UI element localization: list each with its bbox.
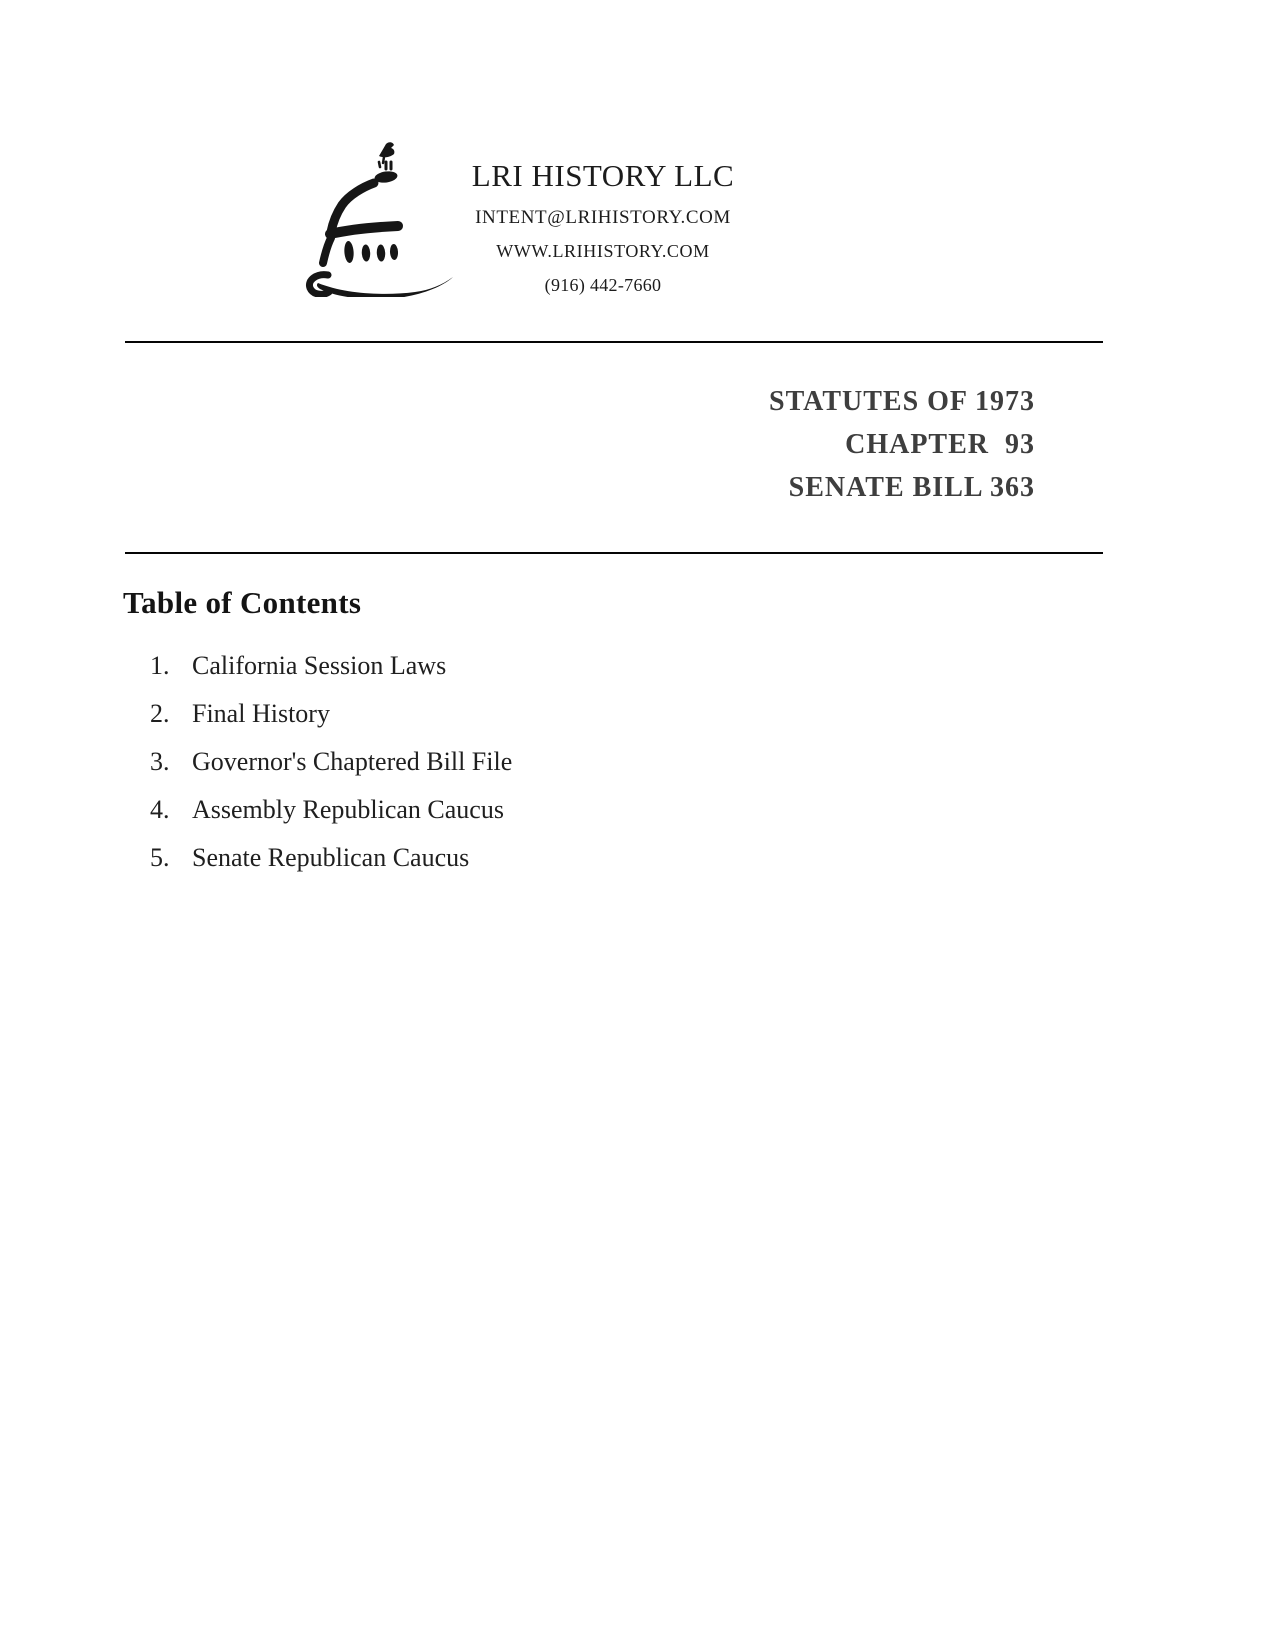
toc-item [150,652,512,680]
company-phone: (916) 442-7660 [544,275,662,295]
statute-citation-block [769,380,1035,509]
toc-item [150,844,512,872]
flag-shape [379,142,394,157]
toc-item-number: 4. [150,795,170,824]
toc-item-label: California Session Laws [192,651,447,680]
toc-item [150,748,512,776]
toc-heading: Table of Contents [123,585,362,620]
toc-item-label: Senate Republican Caucus [192,843,470,872]
toc-item [150,796,512,824]
toc-item-label: Assembly Republican Caucus [192,795,504,824]
toc-item-number: 2. [150,699,170,728]
senate-bill-line: SENATE BILL 363 [788,472,1035,503]
toc-item [150,700,512,728]
toc-item-label: Governor's Chaptered Bill File [192,747,513,776]
horizontal-rule-bottom [125,552,1103,554]
company-header [433,158,773,296]
chapter-line: CHAPTER 93 [845,429,1035,460]
toc-item-label: Final History [192,699,330,728]
toc-item-number: 1. [150,651,170,680]
toc-item-number: 5. [150,843,170,872]
company-email: INTENT@LRIHISTORY.COM [475,207,731,228]
company-name: LRI HISTORY LLC [471,158,735,193]
horizontal-rule-top [125,341,1103,343]
company-website: WWW.LRIHISTORY.COM [496,241,710,261]
toc-list [150,652,512,892]
statutes-year-line: STATUTES OF 1973 [769,386,1035,417]
toc-item-number: 3. [150,747,170,776]
